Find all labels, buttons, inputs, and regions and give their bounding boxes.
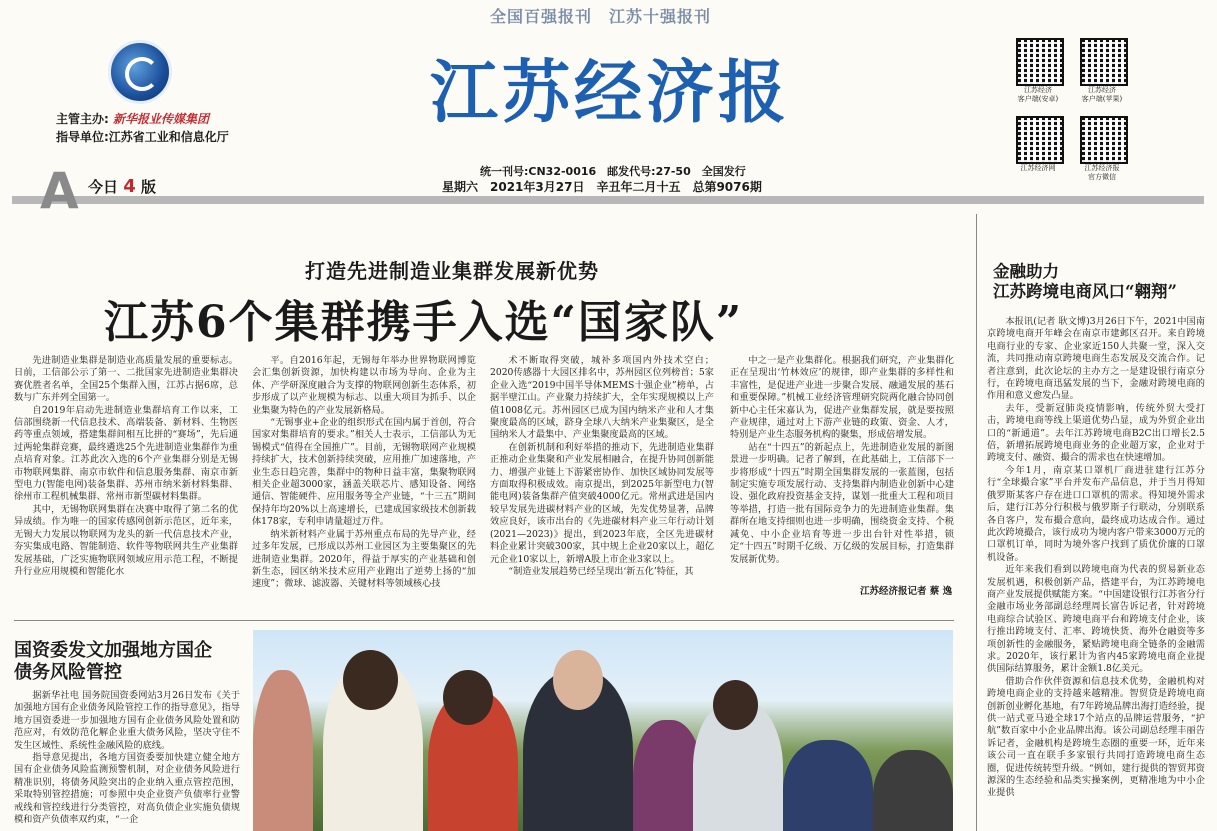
- sponsor-name: 新华报业传媒集团: [113, 112, 210, 126]
- soe-title-line1: 国资委发文加强地方国企: [14, 640, 212, 661]
- lead-kicker: 打造先进制造业集群发展新优势: [305, 259, 599, 283]
- section-divider: [14, 620, 954, 621]
- tagline: 全国百强报刊 江苏十强报刊: [490, 7, 712, 26]
- lead-byline: 江苏经济报记者 蔡 逸: [860, 586, 953, 597]
- sidebar-body: [987, 316, 1205, 831]
- sidebar-paragraph: 今年1月，南京某口罩机厂商进驻建行江苏分行“全球撮合家”平台并发布产品信息，并于当月得知俄罗斯某客户存在进口口罩机的需求。得知境外需求后，建行江苏分行积极与俄罗斯子行联动，分别联系各自客户，发布撮合意向，最终成功达成合作。通过此次跨境撮合，该行成功为境内客户带来3000万元的口罩机订单，同时为境外客户找到了质优价廉的口罩机设备。: [987, 464, 1205, 563]
- qr-code-icon[interactable]: [1016, 38, 1064, 86]
- sidebar-paragraph: 借助合作伙伴资源和信息技术优势，金融机构对跨境电商企业的支持越来越精准。智贸贷是跨境电商创新创业孵化基地，有7年跨境品牌出海打造经验，提供一站式亚马逊全球17个站点的品牌运营服务，“护航”数百家中小企业品牌出海。该公司副总经理丰丽告诉记者，金融机构是跨境生态圈的重要一环，近年来该公司一直在联手多家银行共同打造跨境电商生态圈，促进传统转型升级。“例如，建行提供的智贸邦资源深的生态经验和品类实操案例，更精准地为中小企业提供: [987, 675, 1205, 799]
- sidebar-title: [993, 262, 1203, 302]
- sponsor-label: 主管主办:: [56, 112, 109, 126]
- lead-column-2: [252, 355, 476, 627]
- lead-paragraph: 在创新机制和利好举措的推动下，先进制造业集群正推动企业集聚和产业发展相融合，在提升协同创新能力、增强产业链上下游紧密协作、加快区域协同发展等方面取得积极成效。南京提出，到2025年新型电力(智能电网)装备集群产值突破4000亿元。常州武进是国内较早发展先进碳材料产业的区域，先发优势显著，品牌效应良好，该市出台的《先进碳材料产业三年行动计划(2021—2023)》提出，到2023年底，全区先进碳材料企业累计突破300家，其中规上企业20家以上，超亿元企业10家以上，新增A股上市企业3家以上。: [490, 441, 714, 565]
- soe-paragraph: 据新华社电 国务院国资委网站3月26日发布《关于加强地方国有企业债务风险管控工作的指导意见》，指导地方国资委进一步加强地方国有企业债务风险处置和防范应对，有效防范化解企业重大债务风险，坚决守住不发生区域性、系统性金融风险的底线。: [14, 690, 240, 751]
- lead-paragraph: 其中，无锡物联网集群在决赛中取得了第二名的优异成绩。作为唯一的国家传感网创新示范区，近年来，无锡大力发展以物联网为龙头的新一代信息技术产业，夯实集成电路、智能制造、软件等物联网共生产业集群发展基础，广泛实施物联网领域应用示范工程，不断提升行业应用规模和智能化水: [14, 503, 238, 577]
- lead-paragraph: “无锡事业+企业的组织形式在国内属于首创，符合国家对集群培育的要求。”相关人士表示，工信部认为无锡模式“值得在全国推广”。目前，无锡物联网产业规模持续扩大，技术创新持续突破，应用推广加速落地，产业生态日趋完善，集群中的物种日益丰富，集聚物联网相关企业超3000家，涵盖关联芯片、感知设备、网络通信、智能硬件、应用服务等全产业链，“十三五”期间保持年均20%以上高速增长，已建成国家级技术创新载体178家，专利申请量超过万件。: [252, 417, 476, 528]
- sidebar-paragraph: 去年，受新冠肺炎疫情影响，传统外贸大受打击，跨境电商等线上渠道优势凸显，成为外贸企业出口的“新通道”。去年江苏跨境电商B2C出口增长2.5倍，新增拓展跨境电商业务的企业超万家，企业对于跨境支付、融资、撮合的需求也在快速增加。: [987, 402, 1205, 464]
- qr-code-icon[interactable]: [1080, 38, 1128, 86]
- lead-paragraph: 站在“十四五”的新起点上，先进制造业发展的新图景进一步明确。记者了解到，在此基础上，工信部下一步将形成“十四五”时期全国集群发展的一张蓝图，包括制定实施专项发展行动、支持集群内制造业创新中心建设、强化政府投资基金支持，谋划一批重大工程和项目等举措，打造一批有国际竞争力的先进制造业集群。集群所在地支持细则也进一步明确，围绕资金支持、个税减免、中小企业培育等进一步出台针对性举措，锁定“十四五”时期千亿级、万亿级的发展目标，打造集群发展新优势。: [730, 441, 954, 565]
- sidebar-title-line2: 江苏跨境电商风口“翱翔”: [993, 282, 1177, 301]
- lead-paragraph: 纳米新材料产业属于苏州重点布局的先导产业，经过多年发展，已形成以苏州工业园区为主要集聚区的先进制造业集群。2020年，得益于厚实的产业基础和创新生态，园区纳米技术应用产业跑出了逆势上扬的“加速度”；微球、滤波器、关键材料等领域核心技: [252, 528, 476, 590]
- qr-label: 江苏经济报 官方微信: [1084, 164, 1120, 181]
- qr-code-icon[interactable]: [1016, 116, 1064, 164]
- soe-title: [14, 640, 244, 684]
- lead-paragraph: 术不断取得突破，城补多项国内外技术空白；2020传感器十大园区排名中，苏州园区位列榜首；5家企业入选“2019中国半导体MEMS十强企业”榜单，占据半壁江山。产业聚力持续扩大，全年实现规模以上产值1008亿元。苏州园区已成为国内纳米产业和人才集聚度最高的区域，跻身全球八大纳米产业集聚区，是全国纳米人才最集中、产业集聚度最高的区域。: [490, 355, 714, 441]
- lead-paragraph: 平。自2016年起，无锡每年举办世界物联网博览会汇集创新资源，加快构建以市场为导向、企业为主体、产学研深度融合为支撑的物联网创新生态体系，初步形成了以产业规模为标志、以重大项目为抓手、以企业集聚为特色的产业发展新格局。: [252, 355, 476, 416]
- newspaper-logo-icon: [108, 40, 172, 104]
- lead-paragraph: 自2019年启动先进制造业集群培育工作以来，工信部围绕新一代信息技术、高端装备、新材料、生物医药等重点领域，搭建集群间相互比拼的“赛场”，先后通过两轮集群竞赛，最终遴选25个先进制造业集群作为重点培育对象。江苏此次入选的6个产业集群分别是无锡市物联网集群、南京市软件和信息服务集群、南京市新型电力(智能电网)装备集群、苏州市纳米新材料集群、徐州市工程机械集群、常州市新型碳材料集群。: [14, 404, 238, 503]
- publication-date: 星期六 2021年3月27日 辛丑年二月十五 总第9076期: [442, 180, 762, 194]
- soe-title-line2: 债务风险管控: [14, 662, 122, 683]
- qr-label: 江苏经济 客户端(苹果): [1081, 86, 1123, 103]
- lead-column-3: [490, 355, 714, 627]
- sidebar-paragraph: 本报讯(记者 耿文博)3月26日下午，2021中国南京跨境电商开年峰会在南京市建邺区召开。来自跨境电商行业的专家、企业家近150人共聚一堂，深入交流，共同推动南京跨境电商生态发展及交流合作。记者注意到，此次论坛的主办方之一是建设银行南京分行，在跨境电商迅猛发展的当下，金融对跨境电商的作用和意义愈发凸显。: [987, 316, 1205, 402]
- lead-column-1: [14, 355, 238, 627]
- soe-paragraph: 指导意见提出，各地方国资委要加快建立健全地方国有企业债务风险监测预警机制，对企业债务风险进行精准识别，将债务风险突出的企业纳入重点管控范围，采取特别管控措施；可参照中央企业资产负债率行业警戒线和管控线进行分类管控，对高负债企业实施负债规模和资产负债率双约束，“一企: [14, 752, 240, 826]
- today-prefix: 今日: [88, 178, 119, 196]
- today-count: 4: [123, 176, 136, 197]
- sponsor-line: [56, 110, 209, 127]
- today-pages: [88, 176, 156, 197]
- lead-paragraph: 中之一是产业集群化。根据我们研究，产业集群化正在呈现出‘竹林效应’的规律，即产业集群的多样性和丰富性，是促进产业进一步聚合发展、融通发展的基石和重要保障。”机械工业经济管理研究院两化融合协同创新中心主任宋嘉认为，促进产业集群发展，就是要按照产业规律，通过对上下游产业链的政策、资金、人才，特别是产业生态服务机构的聚集，形成倍增发展。: [730, 355, 954, 441]
- sidebar-title-line1: 金融助力: [993, 262, 1059, 281]
- lead-paragraph: 先进制造业集群是制造业高质量发展的重要标志。日前，工信部公示了第一、二批国家先进制造业集群决赛优胜者名单，全国25个集群入围，江苏占据6席，总数与广东并列全国第一。: [14, 355, 238, 404]
- qr-code-icon[interactable]: [1080, 116, 1128, 164]
- soe-body: [14, 690, 240, 831]
- header-divider: [12, 196, 1204, 204]
- news-photo: [253, 630, 953, 831]
- publication-info: 统一刊号:CN32-0016 邮发代号:27-50 全国发行: [480, 165, 746, 178]
- edition-letter: A: [40, 162, 79, 220]
- sidebar-paragraph: 近年来我们看到以跨境电商为代表的贸易新业态发展机遇，积极创新产品，搭建平台，为江苏跨境电商产业发展提供赋能方案。“中国建设银行江苏省分行金融市场业务部副总经理周长富告诉记者，针对跨境电商综合试验区、跨境电商平台和跨境支付企业，该行推出跨境支付、汇率、跨境快货、海外仓融资等多项创新性的金融服务，紧贴跨境电商全链条的金融需求。2020年，该行累计为省内45家跨境电商企业提供国际结算服务，累计金额1.8亿美元。: [987, 564, 1205, 675]
- guide-line: 指导单位:江苏省工业和信息化厅: [56, 130, 229, 144]
- qr-label: 江苏经济 客户端(安卓): [1017, 86, 1059, 103]
- masthead: 江苏经济报: [429, 53, 790, 133]
- qr-label: 江苏经济网: [1020, 164, 1056, 172]
- lead-column-4: [730, 355, 954, 580]
- lead-paragraph: “制造业发展趋势已经呈现出‘新五化’特征，其: [508, 565, 694, 577]
- lead-headline: 江苏6个集群携手入选“国家队”: [104, 297, 744, 348]
- today-suffix: 版: [141, 178, 157, 196]
- column-divider: [976, 214, 977, 831]
